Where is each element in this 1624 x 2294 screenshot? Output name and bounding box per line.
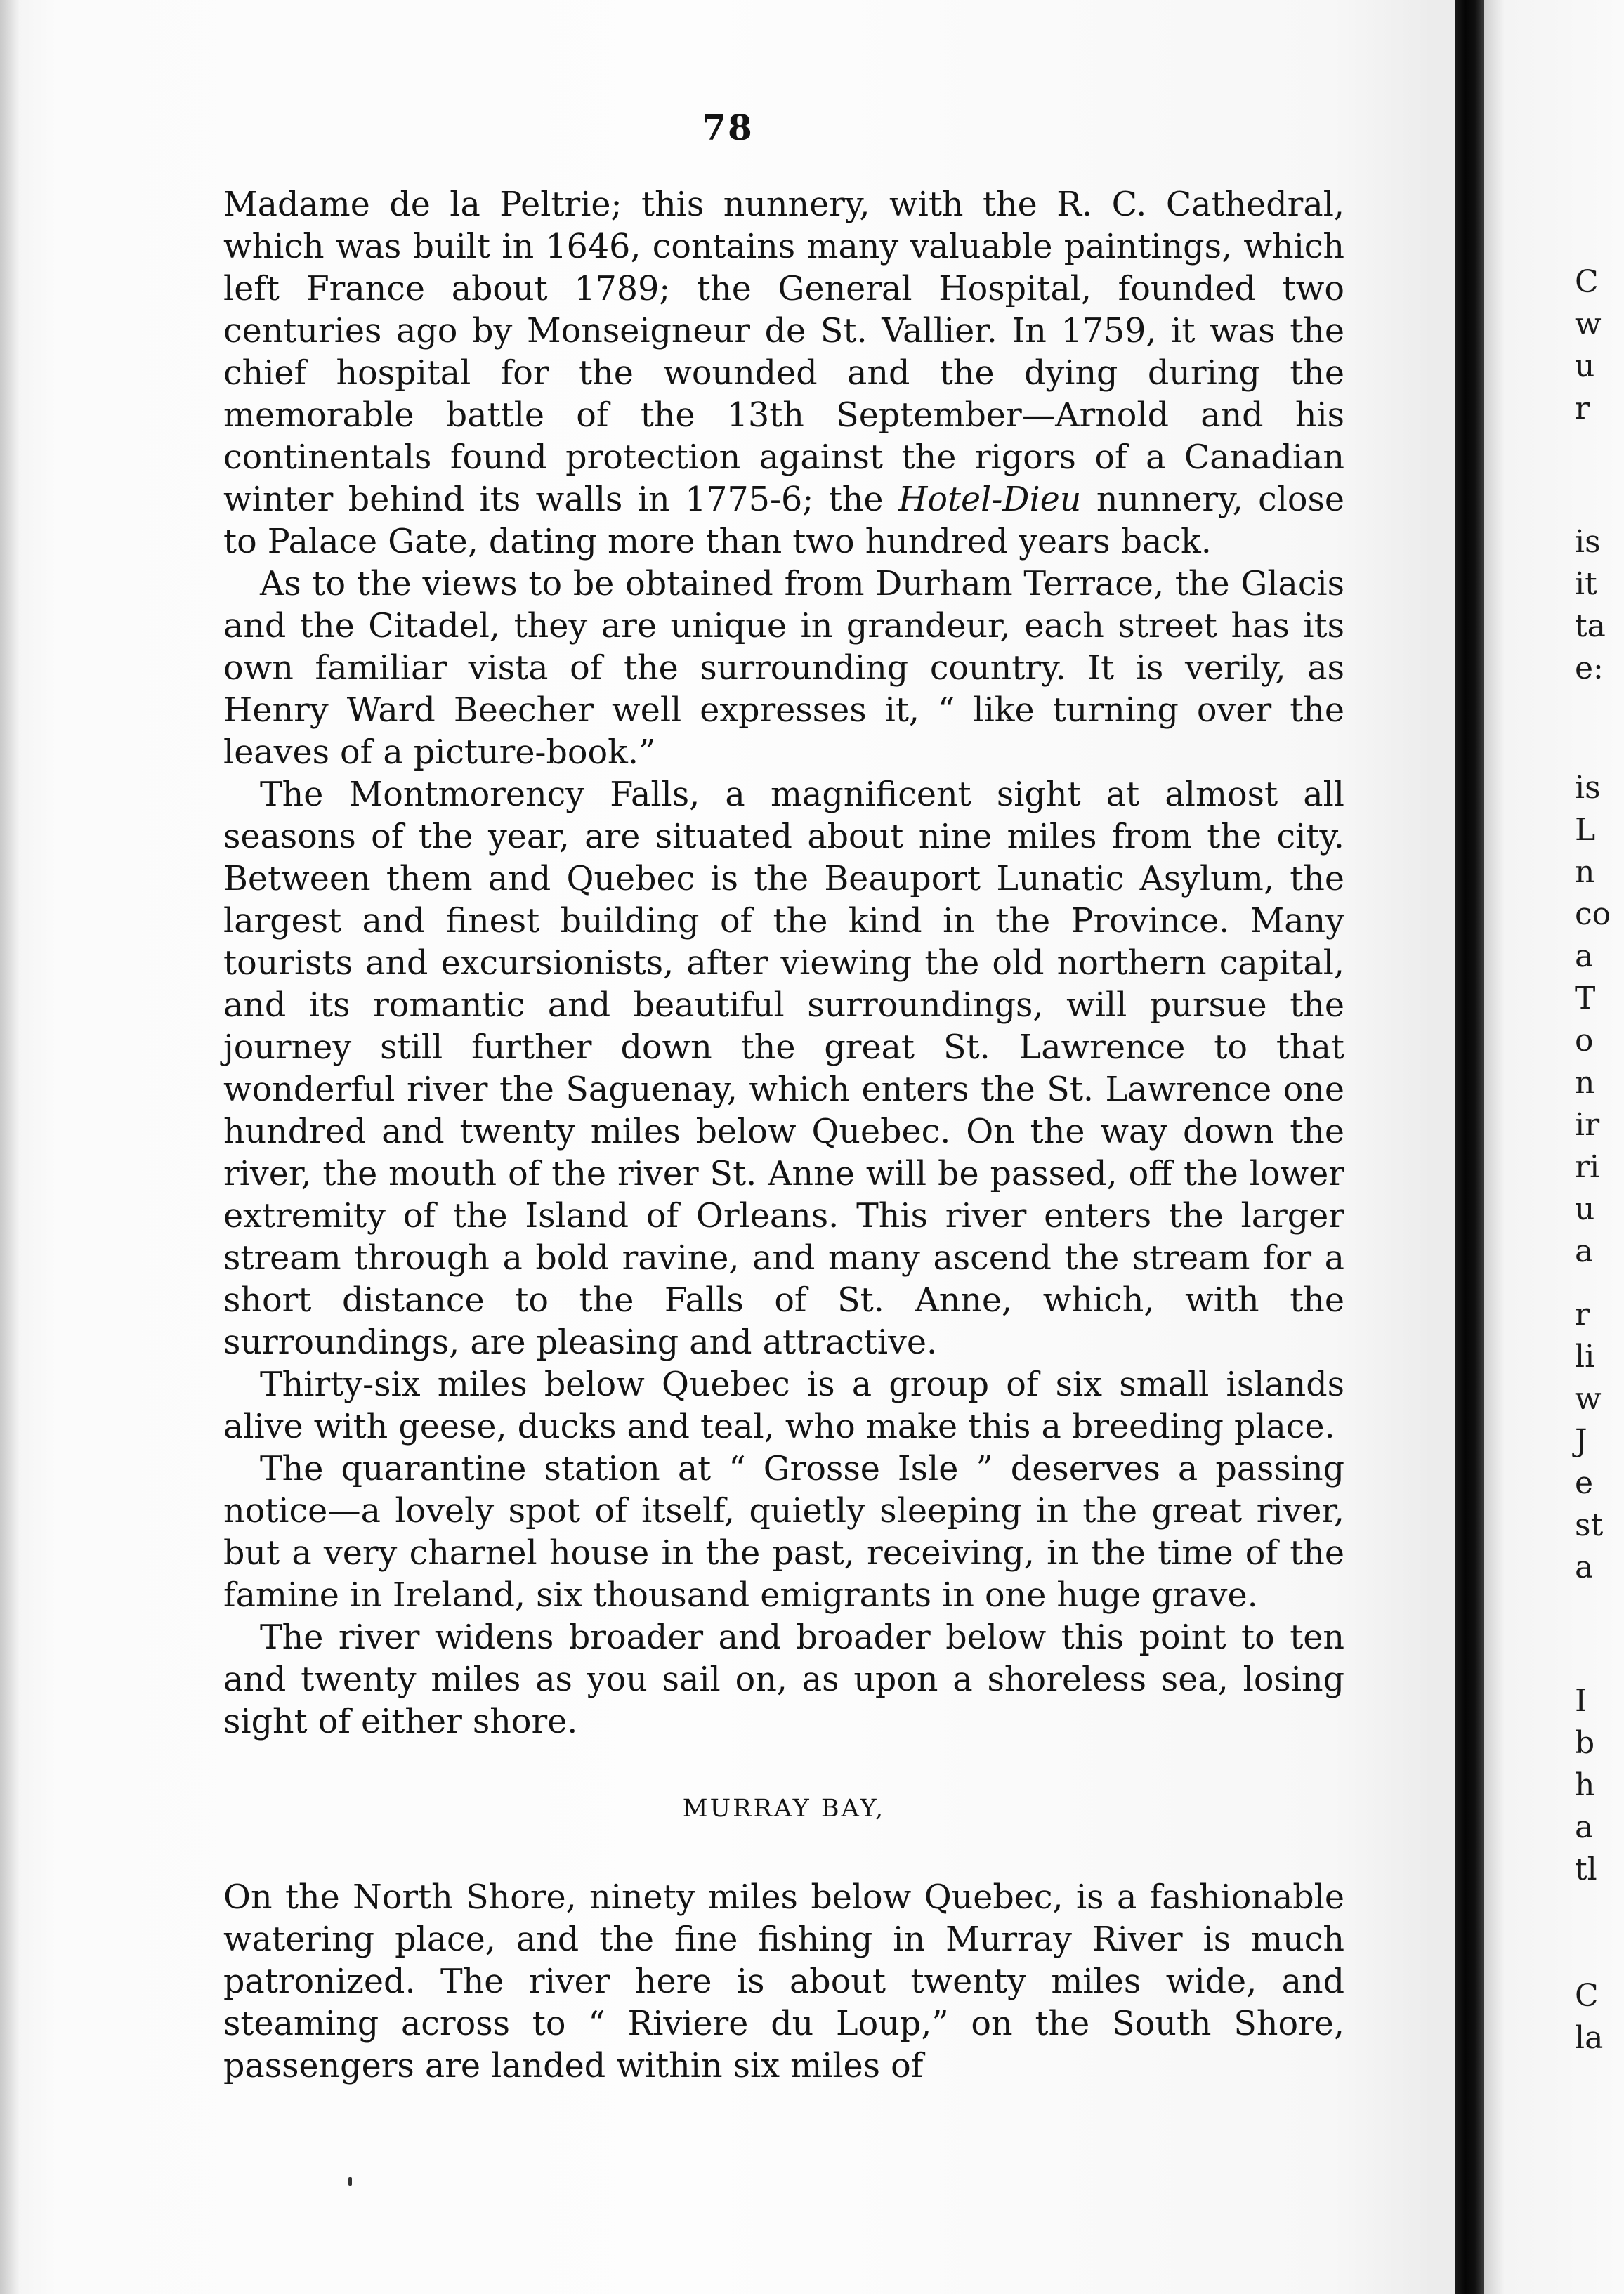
book-gutter	[1455, 0, 1484, 2294]
facing-page-fragment: e	[1575, 1465, 1594, 1501]
facing-page-fragment: ta	[1575, 608, 1606, 644]
facing-page-fragment: la	[1575, 2020, 1604, 2056]
paragraph-montmorency: The Montmorency Falls, a magnificent sight at almost all seasons of the year, are situated about nine miles from the city. Between them and Quebec is the Beauport Lunatic Asylum, the largest and finest building of the kind in the Province. Many tourists and excursionists, after viewing the old northern capital, and its romantic and beautiful surroundings, will pursue the journey still further down the great St. Lawrence to that wonderful river the Saguenay, which enters the St. Lawrence one hundred and twenty miles below Quebec. On the way down the river, the mouth of the river St. Anne will be passed, off the lower extremity of the Island of Orleans. This river enters the larger stream through a bold ravine, and many ascend the stream for a short distance to the Falls of St. Anne, which, with the surroundings, are pleasing and attractive.	[223, 775, 1344, 1362]
facing-page-fragment: it	[1575, 566, 1597, 602]
facing-page-fragment: h	[1575, 1767, 1595, 1803]
ink-speck	[348, 2177, 352, 2186]
facing-page-fragment: u	[1575, 1191, 1595, 1227]
facing-page-fragment: a	[1575, 1549, 1594, 1585]
facing-page-fragment: b	[1575, 1725, 1595, 1761]
facing-page-fragment: r	[1575, 391, 1590, 426]
paragraph-text: Madame de la Peltrie; this nunnery, with the R. C. Cathedral, which was built in 1646, contains many valuable paintings, which left France about 1789; the General Hospital, founded two centuries ago by Monseigneur de St. Vallier. In 1759, it was the chief hospital for the wounded and the dying during the memorable battle of the 13th September—Arnold and his continentals found protection against the rigors of a Canadian winter behind its walls in 1775-6; the	[223, 185, 1344, 519]
facing-page-fragment: r	[1575, 1297, 1590, 1332]
paragraph-river-widens: The river widens broader and broader below this point to ten and twenty miles as you sail on, as upon a shoreless sea, losing sight of either shore.	[223, 1618, 1344, 1741]
paragraph-nunnery	[223, 184, 1344, 563]
facing-page-fragment: T	[1575, 981, 1596, 1016]
facing-page-fragment: w	[1575, 1381, 1602, 1417]
facing-page-fragment: J	[1575, 1423, 1587, 1459]
facing-page-fragment: a	[1575, 1809, 1594, 1845]
facing-page-fragment: ri	[1575, 1149, 1600, 1185]
facing-page-fragment: e:	[1575, 650, 1604, 686]
facing-page-fragment: o	[1575, 1023, 1594, 1058]
facing-page-fragment: u	[1575, 348, 1595, 384]
facing-page-fragment: co	[1575, 896, 1611, 932]
facing-page-fragment: a	[1575, 938, 1594, 974]
facing-page-fragment: is	[1575, 524, 1601, 560]
facing-page-fragment: st	[1575, 1507, 1604, 1543]
facing-page-fragment: L	[1575, 812, 1596, 848]
paragraph-text: nunnery, close to Palace Gate, dating more than two hundred years back.	[223, 480, 1345, 561]
section-heading: MURRAY BAY,	[682, 1795, 886, 1823]
facing-page-edge	[1484, 0, 1624, 2294]
facing-page-fragment: C	[1575, 1978, 1599, 2014]
facing-page-fragment: n	[1575, 854, 1595, 890]
facing-page-fragment: li	[1575, 1339, 1595, 1375]
facing-page-fragment: C	[1575, 264, 1599, 300]
body-text	[223, 184, 1344, 2087]
page-edge-shadow	[0, 0, 20, 2294]
facing-page-fragment: is	[1575, 770, 1601, 806]
paragraph-islands: Thirty-six miles below Quebec is a group of six small islands alive with geese, ducks and teal, who make this a breeding place.	[223, 1365, 1344, 1446]
facing-page-fragment: ir	[1575, 1107, 1600, 1143]
paragraph-views: As to the views to be obtained from Durham Terrace, the Glacis and the Citadel, they are unique in grandeur, each street has its own familiar vista of the surrounding country. It is verily, as Henry Ward Beecher well expresses it, “ like turning over the leaves of a picture-book.”	[223, 565, 1344, 772]
facing-page-fragment: n	[1575, 1065, 1595, 1101]
paragraph-grosse-isle: The quarantine station at “ Grosse Isle ” deserves a passing notice—a lovely spot of itself, quietly sleeping in the great river, but a very charnel house in the past, receiving, in the time of the famine in Ireland, six thousand emigrants in one huge grave.	[223, 1450, 1344, 1615]
paragraph-murray-bay: On the North Shore, ninety miles below Quebec, is a fashionable watering place, and the fine fishing in Murray River is much patronized. The river here is about twenty miles wide, and steaming across to “ Riviere du Loup,” on the South Shore, passengers are landed within six miles of	[223, 1878, 1344, 2085]
facing-page-fragment: w	[1575, 306, 1602, 342]
facing-page-fragment: I	[1575, 1683, 1587, 1719]
italic-term: Hotel-Dieu	[898, 480, 1082, 519]
page-number: 78	[702, 107, 754, 148]
facing-page-fragment: tl	[1575, 1851, 1597, 1887]
facing-page-fragment: a	[1575, 1233, 1594, 1269]
